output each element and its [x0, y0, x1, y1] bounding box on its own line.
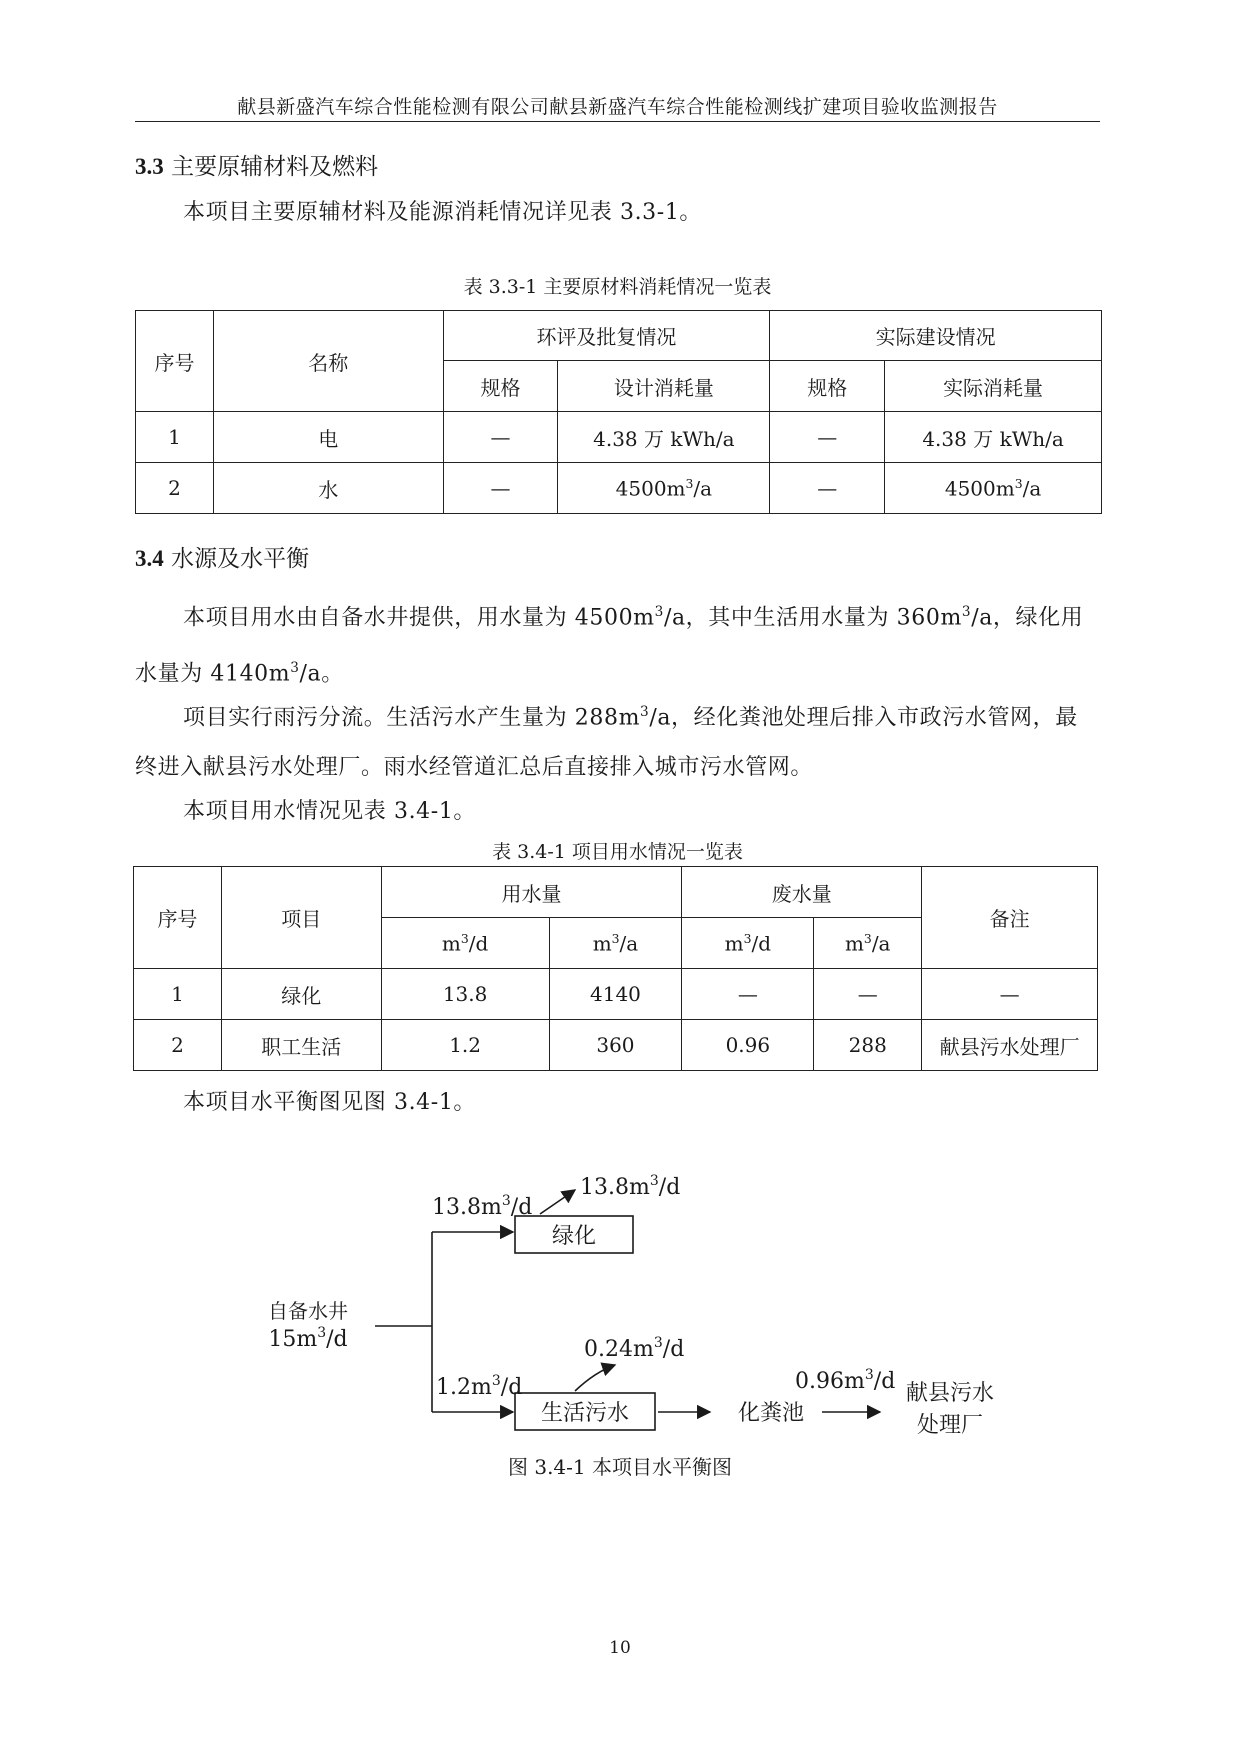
domestic-loss-label: $0.24m^3/d$ [584, 1335, 685, 1362]
table-header-waste-water: 废水量 [682, 867, 922, 918]
table-header-water-use: 用水量 [381, 867, 682, 918]
table-header-unit-day: $m^3/d$ [682, 918, 814, 969]
table-3-3-1-caption: 表 3.3-1 主要原材料消耗情况一览表 [463, 276, 772, 298]
table-header-unit-year: $m^3/a$ [549, 918, 682, 969]
cell-use-year: 4140 [549, 969, 682, 1020]
table-header-seq: 序号 [134, 867, 222, 969]
green-evap-arrow [540, 1190, 575, 1214]
domestic-loss-arrow [575, 1365, 615, 1391]
cell-waste-year: 288 [814, 1020, 922, 1071]
domestic-inflow-label: $1.2m^3/d$ [436, 1373, 523, 1400]
section-number: 3.4 [135, 546, 164, 571]
cell-remark: — [922, 969, 1098, 1020]
cell-actual: $4500m^3/a$ [885, 463, 1102, 514]
table-header-design-consumption: 设计消耗量 [558, 361, 770, 412]
table-header-actual-consumption: 实际消耗量 [885, 361, 1102, 412]
paragraph-materials-intro: 本项目主要原辅材料及能源消耗情况详见表 3.3-1。 [183, 200, 703, 225]
section-number: 3.3 [135, 154, 164, 179]
green-outflow-label: $13.8m^3/d$ [580, 1173, 681, 1200]
greening-label: 绿化 [551, 1224, 597, 1249]
cell-spec: — [443, 412, 558, 463]
domestic-sewage-label: 生活污水 [540, 1401, 630, 1426]
figure-caption: 图 3.4-1 本项目水平衡图 [507, 1455, 733, 1479]
cell-name: 水 [213, 463, 443, 514]
green-inflow-label: $13.8m^3/d$ [432, 1193, 533, 1220]
source-flow: $15m^3/d$ [268, 1325, 348, 1352]
cell-item: 绿化 [221, 969, 381, 1020]
cell-spec-actual: — [770, 463, 885, 514]
cell-use-year: 360 [549, 1020, 682, 1071]
cell-remark: 献县污水处理厂 [922, 1020, 1098, 1071]
cell-waste-day: 0.96 [682, 1020, 814, 1071]
cell-waste-year: — [814, 969, 922, 1020]
cell-waste-day: — [682, 969, 814, 1020]
cell-spec-actual: — [770, 412, 885, 463]
table-header-remark: 备注 [922, 867, 1098, 969]
table-header-item: 项目 [221, 867, 381, 969]
table-header-unit-day: $m^3/d$ [381, 918, 549, 969]
cell-seq: 1 [134, 969, 222, 1020]
paragraph-figure-ref: 本项目水平衡图见图 3.4-1。 [183, 1090, 477, 1115]
cell-item: 职工生活 [221, 1020, 381, 1071]
treatment-plant-label-2: 处理厂 [916, 1413, 984, 1438]
paragraph-table-ref: 本项目用水情况见表 3.4-1。 [183, 799, 477, 824]
table-header-name: 名称 [213, 311, 443, 412]
cell-seq: 2 [136, 463, 214, 514]
cell-seq: 2 [134, 1020, 222, 1071]
page-header: 献县新盛汽车综合性能检测有限公司献县新盛汽车综合性能检测线扩建项目验收监测报告 [237, 96, 998, 118]
to-plant-label: $0.96m^3/d$ [795, 1367, 896, 1394]
treatment-plant-label-1: 献县污水 [905, 1381, 995, 1406]
cell-name: 电 [213, 412, 443, 463]
table-header-spec: 规格 [443, 361, 558, 412]
table-3-4-1-caption: 表 3.4-1 项目用水情况一览表 [492, 841, 743, 863]
cell-use-day: 13.8 [381, 969, 549, 1020]
page-number: 10 [609, 1638, 631, 1658]
source-label: 自备水井 [268, 1299, 348, 1323]
cell-actual: 4.38 万 kWh/a [885, 412, 1102, 463]
section-title: 水源及水平衡 [171, 546, 310, 572]
table-header-eia: 环评及批复情况 [443, 311, 770, 361]
cell-spec: — [443, 463, 558, 514]
table-header-spec-actual: 规格 [770, 361, 885, 412]
septic-tank-label: 化粪池 [738, 1401, 805, 1426]
cell-seq: 1 [136, 412, 214, 463]
paragraph-wastewater: 项目实行雨污分流。生活污水产生量为 $288m^3/a$，经化粪池处理后排入市政污水管网，最终进入献县污水处理厂。雨水经管道汇总后直接排入城市污水管网。 [135, 704, 1078, 781]
table-header-seq: 序号 [136, 311, 214, 412]
section-title: 主要原辅材料及燃料 [171, 154, 379, 180]
table-header-unit-year: $m^3/a$ [814, 918, 922, 969]
cell-design: 4.38 万 kWh/a [558, 412, 770, 463]
table-header-actual: 实际建设情况 [770, 311, 1102, 361]
cell-design: $4500m^3/a$ [558, 463, 770, 514]
paragraph-water-source: 本项目用水由自备水井提供，用水量为 $4500m^3/a$，其中生活用水量为 $360m^3/a$，绿化用水量为 $4140m^3/a$。 [135, 604, 1084, 687]
cell-use-day: 1.2 [381, 1020, 549, 1071]
